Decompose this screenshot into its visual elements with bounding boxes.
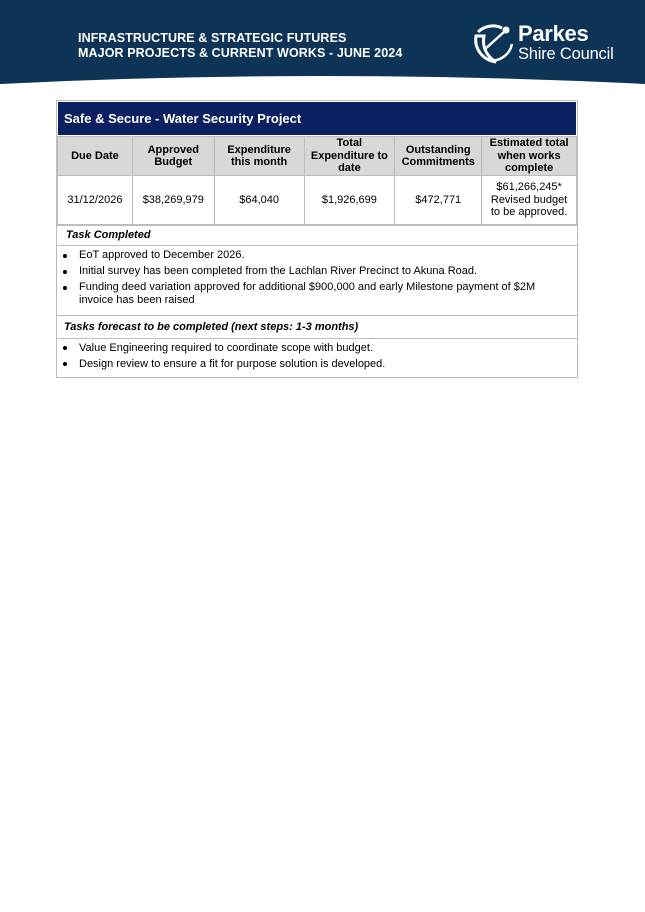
council-logo — [470, 22, 620, 66]
col-total-expenditure: Total Expenditure to date — [304, 137, 395, 176]
header-title-line1: INFRASTRUCTURE & STRATEGIC FUTURES — [78, 31, 347, 45]
col-due-date: Due Date — [58, 137, 133, 176]
financial-table — [57, 136, 577, 225]
header-title — [78, 31, 402, 60]
task-completed-heading: Task Completed — [57, 225, 577, 246]
parkes-dish-logo-icon — [470, 22, 516, 66]
col-approved-budget: Approved Budget — [132, 137, 214, 176]
col-outstanding-commitments: Outstanding Commitments — [395, 137, 482, 176]
project-title: Safe & Secure - Water Security Project — [58, 102, 576, 135]
list-item: EoT approved to December 2026. — [57, 249, 571, 262]
list-item: Value Engineering required to coordinate scope with budget. — [57, 342, 571, 355]
list-item: Design review to ensure a fit for purpose solution is developed. — [57, 358, 571, 371]
expenditure-month-value: $64,040 — [214, 176, 304, 225]
table-header-row — [58, 137, 577, 176]
forecast-task-list — [57, 339, 577, 377]
col-expenditure-month: Expenditure this month — [214, 137, 304, 176]
bullet-icon — [63, 286, 67, 290]
table-row — [58, 176, 577, 225]
logo-name-line1: Parkes — [518, 21, 589, 46]
estimated-total-value: $61,266,245* Revised budget to be approved. — [482, 176, 577, 225]
bullet-icon — [63, 362, 67, 366]
bullet-icon — [63, 270, 67, 274]
total-expenditure-value: $1,926,699 — [304, 176, 395, 225]
col-estimated-total: Estimated total when works complete — [482, 137, 577, 176]
header-title-line2: MAJOR PROJECTS & CURRENT WORKS - JUNE 2024 — [78, 45, 403, 60]
bullet-icon — [63, 254, 67, 258]
approved-budget-value: $38,269,979 — [132, 176, 214, 225]
due-date-value: 31/12/2026 — [58, 176, 133, 225]
logo-name-line2: Shire Council — [518, 45, 614, 63]
project-card — [56, 100, 578, 378]
tasks-forecast-heading: Tasks forecast to be completed (next steps: 1-3 months) — [57, 315, 577, 339]
outstanding-commitments-value: $472,771 — [395, 176, 482, 225]
page-header — [0, 0, 645, 90]
list-item: Funding deed variation approved for additional $900,000 and early Milestone payment of $2M invoice has been raised — [57, 281, 571, 306]
list-item: Initial survey has been completed from the Lachlan River Precinct to Akuna Road. — [57, 265, 571, 278]
completed-task-list — [57, 246, 577, 313]
bullet-icon — [63, 346, 67, 350]
